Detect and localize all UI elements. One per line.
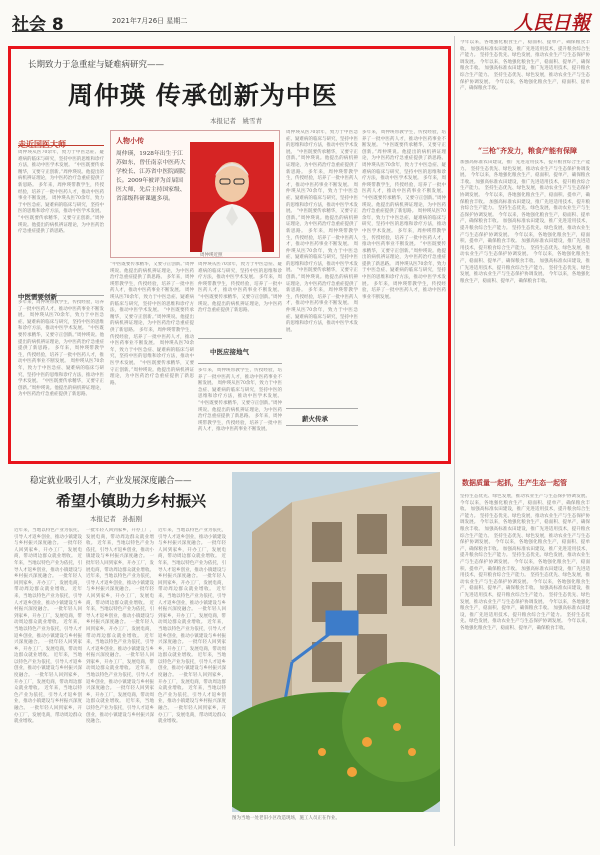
profile-label: 人物小传 — [116, 136, 144, 145]
right-head-1: “三枪”齐发力，粮食产能有保障 — [478, 146, 578, 155]
right-column-3: 坚持生态优先、绿色发展，推动农业生产与生态保护协调发展。 今年以来，各地强化粮食生产，稳面积、提单产，确保粮食丰收。 加强高标准农田建设，推广先进适用技术，提升粮食综合生产能力。 坚持生态优先、绿色发展，推动农业生产与生态保护协调发展。 今年以来，各地强化粮食生产，稳面积、提单产，确保粮食丰收。 加强高标准农田建设，推广先进适用技术，提升粮食综合生产能力。 坚持生态优先、绿色发展，推动农业生产与生态保护协调发展。 今年以来，各地强化粮食生产，稳面积、提单产，确保粮食丰收。 加强高标准农田建设，推广先进适用技术，提升粮食综合生产能力。 坚持生态优先、绿色发展，推动农业生产与生态保护协调发展。 今年以来，各地强化粮食生产，稳面积、提单产，确保粮食丰收。 加强高标准农田建设，推广先进适用技术，提升粮食综合生产能力。 坚持生态优先、绿色发展，推动农业生产与生态保护协调发展。 今年以来，各地强化粮食生产，稳面积、提单产，确保粮食丰收。 加强高标准农田建设，推广先进适用技术，提升粮食综合生产能力。 坚持生态优先、绿色发展，推动农业生产与生态保护协调发展。 今年以来，各地强化粮食生产，稳面积、提单产，确保粮食丰收。 加强高标准农田建设，推广先进适用技术，提升粮食综合生产能力。 坚持生态优先、绿色发展，推动农业生产与生态保护协调发展。 今年以来，各地强化粮食生产，稳面积、提单产，确保粮食丰收。 — [460, 494, 590, 631]
series-tag-label: 走近国医大师 — [18, 139, 66, 149]
second-column-3: 近年来，当地以特色产业为依托，引导人才返乡创业，推动小镇建设与乡村振兴深度融合。 一批年轻人回到家乡，开办工厂，发展电商，带动周边群众就业增收。 近年来，当地以特色产业为依托，引导人才返乡创业，推动小镇建设与乡村振兴深度融合。 一批年轻人回到家乡，开办工厂，发展电商，带动周边群众就业增收。 近年来，当地以特色产业为依托，引导人才返乡创业，推动小镇建设与乡村振兴深度融合。 一批年轻人回到家乡，开办工厂，发展电商，带动周边群众就业增收。 近年来，当地以特色产业为依托，引导人才返乡创业，推动小镇建设与乡村振兴深度融合。 一批年轻人回到家乡，开办工厂，发展电商，带动周边群众就业增收。 近年来，当地以特色产业为依托，引导人才返乡创业，推动小镇建设与乡村振兴深度融合。 一批年轻人回到家乡，开办工厂，发展电商，带动周边群众就业增收。 近年来，当地以特色产业为依托，引导人才返乡创业，推动小镇建设与乡村振兴深度融合。 一批年轻人回到家乡，开办工厂，发展电商，带动周边群众就业增收。 — [158, 528, 226, 725]
right-head-2: 数据质量一起抓，生产生态一起管 — [462, 478, 567, 487]
section-label: 社会 8 — [12, 15, 64, 35]
second-column-1: 近年来，当地以特色产业为依托，引导人才返乡创业，推动小镇建设与乡村振兴深度融合。 一批年轻人回到家乡，开办工厂，发展电商，带动周边群众就业增收。 近年来，当地以特色产业为依托，引导人才返乡创业，推动小镇建设与乡村振兴深度融合。 一批年轻人回到家乡，开办工厂，发展电商，带动周边群众就业增收。 近年来，当地以特色产业为依托，引导人才返乡创业，推动小镇建设与乡村振兴深度融合。 一批年轻人回到家乡，开办工厂，发展电商，带动周边群众就业增收。 近年来，当地以特色产业为依托，引导人才返乡创业，推动小镇建设与乡村振兴深度融合。 一批年轻人回到家乡，开办工厂，发展电商，带动周边群众就业增收。 近年来，当地以特色产业为依托，引导人才返乡创业，推动小镇建设与乡村振兴深度融合。 一批年轻人回到家乡，开办工厂，发展电商，带动周边群众就业增收。 近年来，当地以特色产业为依托，引导人才返乡创业，推动小镇建设与乡村振兴深度融合。 一批年轻人回到家乡，开办工厂，发展电商，带动周边群众就业增收。 — [14, 528, 82, 725]
lead-headline: 周仲瑛 传承创新为中医 — [68, 81, 338, 110]
lead-kicker: 长期致力于急重症与疑难病研究—— — [28, 60, 165, 70]
second-byline: 本报记者 孙振刚 — [90, 515, 142, 523]
renovation-photo — [232, 472, 440, 812]
second-column-2: 一批年轻人回到家乡，开办工厂，发展电商，带动周边群众就业增收。 近年来，当地以特色产业为依托，引导人才返乡创业，推动小镇建设与乡村振兴深度融合。 一批年轻人回到家乡，开办工厂，发展电商，带动周边群众就业增收。 近年来，当地以特色产业为依托，引导人才返乡创业，推动小镇建设与乡村振兴深度融合。 一批年轻人回到家乡，开办工厂，发展电商，带动周边群众就业增收。 近年来，当地以特色产业为依托，引导人才返乡创业，推动小镇建设与乡村振兴深度融合。 一批年轻人回到家乡，开办工厂，发展电商，带动周边群众就业增收。 近年来，当地以特色产业为依托，引导人才返乡创业，推动小镇建设与乡村振兴深度融合。 一批年轻人回到家乡，开办工厂，发展电商，带动周边群众就业增收。 近年来，当地以特色产业为依托，引导人才返乡创业，推动小镇建设与乡村振兴深度融合。 一批年轻人回到家乡，开办工厂，发展电商，带动周边群众就业增收。 近年来，当地以特色产业为依托，引导人才返乡创业，推动小镇建设与乡村振兴深度融合。 — [86, 528, 154, 725]
lead-column-3: 周仲瑛从医70余年，致力于中医急症、疑难病的临床与研究，坚持中医的思维和诊疗方法，推动中医学术发展。 多年来，周仲瑛带教学生，传授经验，培养了一批中医药人才，推动中医药事业不断发展。 “中医既要传承精华，又要守正创新。”周仲瑛说。他提出的病机辨证理论，为中医药治疗急重症提供了新思路。 — [198, 262, 282, 314]
series-tag — [18, 132, 104, 149]
subhead-2: 中医应接地气 — [210, 348, 249, 356]
subhead-box-3 — [286, 408, 358, 426]
subhead-box-2 — [198, 338, 282, 364]
second-kicker: 稳定就业吸引人才，产业发展深度融合—— — [30, 476, 192, 486]
lead-column-2: “中医既要传承精华，又要守正创新。”周仲瑛说。他提出的病机辨证理论，为中医药治疗急重症提供了新思路。 多年来，周仲瑛带教学生，传授经验，培养了一批中医药人才，推动中医药事业不断发展。 周仲瑛从医70余年，致力于中医急症、疑难病的临床与研究，坚持中医的思维和诊疗方法，推动中医学术发展。 “中医既要传承精华，又要守正创新。”周仲瑛说。他提出的病机辨证理论，为中医药治疗急重症提供了新思路。 多年来，周仲瑛带教学生，传授经验，培养了一批中医药人才，推动中医药事业不断发展。 周仲瑛从医70余年，致力于中医急症、疑难病的临床与研究，坚持中医的思维和诊疗方法，推动中医学术发展。 “中医既要传承精华，又要守正创新。”周仲瑛说。他提出的病机辨证理论，为中医药治疗急重症提供了新思路。 — [110, 262, 194, 386]
page-masthead — [12, 10, 590, 35]
subhead-1: 中医需要创新 — [18, 293, 57, 301]
lead-column-3b: 多年来，周仲瑛带教学生，传授经验，培养了一批中医药人才，推动中医药事业不断发展。 周仲瑛从医70余年，致力于中医急症、疑难病的临床与研究，坚持中医的思维和诊疗方法，推动中医学术发展。 “中医既要传承精华，又要守正创新。”周仲瑛说。他提出的病机辨证理论，为中医药治疗急重症提供了新思路。 多年来，周仲瑛带教学生，传授经验，培养了一批中医药人才，推动中医药事业不断发展。 — [198, 368, 282, 433]
subhead-box-1 — [18, 284, 104, 301]
profile-text: 周仲瑛，1928年出生于江苏如东，曾任南京中医药大学校长、江苏省中医院副院长。2009年被评为首届国医大师，先后主持国家级、省部级科研课题多项。 — [116, 151, 186, 202]
second-headline: 希望小镇助力乡村振兴 — [56, 492, 207, 510]
newspaper-logo: 人民日報 — [513, 12, 590, 34]
photo-caption-bottom: 图为当地一处老旧小区改造现场，施工人员正在作业。 — [232, 816, 340, 821]
lead-column-1b: 多年来，周仲瑛带教学生，传授经验，培养了一批中医药人才，推动中医药事业不断发展。 周仲瑛从医70余年，致力于中医急症、疑难病的临床与研究，坚持中医的思维和诊疗方法，推动中医学术发展。 “中医既要传承精华，又要守正创新。”周仲瑛说。他提出的病机辨证理论，为中医药治疗急重症提供了新思路。 多年来，周仲瑛带教学生，传授经验，培养了一批中医药人才，推动中医药事业不断发展。 周仲瑛从医70余年，致力于中医急症、疑难病的临床与研究，坚持中医的思维和诊疗方法，推动中医学术发展。 “中医既要传承精华，又要守正创新。”周仲瑛说。他提出的病机辨证理论，为中医药治疗急重症提供了新思路。 — [18, 300, 104, 398]
right-column-divider — [454, 36, 455, 846]
photo-caption: 周仲瑛近照 — [200, 253, 223, 258]
lead-column-1: 周仲瑛从医70余年，致力于中医急症、疑难病的临床与研究，坚持中医的思维和诊疗方法，推动中医学术发展。 “中医既要传承精华，又要守正创新。”周仲瑛说。他提出的病机辨证理论，为中医药治疗急重症提供了新思路。 多年来，周仲瑛带教学生，传授经验，培养了一批中医药人才，推动中医药事业不断发展。 周仲瑛从医70余年，致力于中医急症、疑难病的临床与研究，坚持中医的思维和诊疗方法，推动中医学术发展。 “中医既要传承精华，又要守正创新。”周仲瑛说。他提出的病机辨证理论，为中医药治疗急重症提供了新思路。 — [18, 150, 104, 235]
right-column-2: 加强高标准农田建设，推广先进适用技术，提升粮食综合生产能力。 坚持生态优先、绿色发展，推动农业生产与生态保护协调发展。 今年以来，各地强化粮食生产，稳面积、提单产，确保粮食丰收。 加强高标准农田建设，推广先进适用技术，提升粮食综合生产能力。 坚持生态优先、绿色发展，推动农业生产与生态保护协调发展。 今年以来，各地强化粮食生产，稳面积、提单产，确保粮食丰收。 加强高标准农田建设，推广先进适用技术，提升粮食综合生产能力。 坚持生态优先、绿色发展，推动农业生产与生态保护协调发展。 今年以来，各地强化粮食生产，稳面积、提单产，确保粮食丰收。 加强高标准农田建设，推广先进适用技术，提升粮食综合生产能力。 坚持生态优先、绿色发展，推动农业生产与生态保护协调发展。 今年以来，各地强化粮食生产，稳面积、提单产，确保粮食丰收。 加强高标准农田建设，推广先进适用技术，提升粮食综合生产能力。 坚持生态优先、绿色发展，推动农业生产与生态保护协调发展。 今年以来，各地强化粮食生产，稳面积、提单产，确保粮食丰收。 加强高标准农田建设，推广先进适用技术，提升粮食综合生产能力。 坚持生态优先、绿色发展，推动农业生产与生态保护协调发展。 今年以来，各地强化粮食生产，稳面积、提单产，确保粮食丰收。 — [460, 160, 590, 284]
subhead-3: 薪火传承 — [302, 415, 328, 423]
lead-column-5: 多年来，周仲瑛带教学生，传授经验，培养了一批中医药人才，推动中医药事业不断发展。 “中医既要传承精华，又要守正创新。”周仲瑛说。他提出的病机辨证理论，为中医药治疗急重症提供了新思路。 周仲瑛从医70余年，致力于中医急症、疑难病的临床与研究，坚持中医的思维和诊疗方法，推动中医学术发展。 多年来，周仲瑛带教学生，传授经验，培养了一批中医药人才，推动中医药事业不断发展。 “中医既要传承精华，又要守正创新。”周仲瑛说。他提出的病机辨证理论，为中医药治疗急重症提供了新思路。 周仲瑛从医70余年，致力于中医急症、疑难病的临床与研究，坚持中医的思维和诊疗方法，推动中医学术发展。 多年来，周仲瑛带教学生，传授经验，培养了一批中医药人才，推动中医药事业不断发展。 “中医既要传承精华，又要守正创新。”周仲瑛说。他提出的病机辨证理论，为中医药治疗急重症提供了新思路。 周仲瑛从医70余年，致力于中医急症、疑难病的临床与研究，坚持中医的思维和诊疗方法，推动中医学术发展。 多年来，周仲瑛带教学生，传授经验，培养了一批中医药人才，推动中医药事业不断发展。 — [362, 130, 446, 300]
portrait-photo — [190, 142, 274, 252]
issue-date: 2021年7月26日 星期二 — [112, 17, 188, 25]
right-column-1: 今年以来，各地强化粮食生产，稳面积、提单产，确保粮食丰收。 加强高标准农田建设，推广先进适用技术，提升粮食综合生产能力。 坚持生态优先、绿色发展，推动农业生产与生态保护协调发展。 今年以来，各地强化粮食生产，稳面积、提单产，确保粮食丰收。 加强高标准农田建设，推广先进适用技术，提升粮食综合生产能力。 坚持生态优先、绿色发展，推动农业生产与生态保护协调发展。 今年以来，各地强化粮食生产，稳面积、提单产，确保粮食丰收。 — [460, 40, 590, 92]
lead-column-4: 周仲瑛从医70余年，致力于中医急症、疑难病的临床与研究，坚持中医的思维和诊疗方法，推动中医学术发展。 “中医既要传承精华，又要守正创新。”周仲瑛说。他提出的病机辨证理论，为中医药治疗急重症提供了新思路。 多年来，周仲瑛带教学生，传授经验，培养了一批中医药人才，推动中医药事业不断发展。 周仲瑛从医70余年，致力于中医急症、疑难病的临床与研究，坚持中医的思维和诊疗方法，推动中医学术发展。 “中医既要传承精华，又要守正创新。”周仲瑛说。他提出的病机辨证理论，为中医药治疗急重症提供了新思路。 多年来，周仲瑛带教学生，传授经验，培养了一批中医药人才，推动中医药事业不断发展。 周仲瑛从医70余年，致力于中医急症、疑难病的临床与研究，坚持中医的思维和诊疗方法，推动中医学术发展。 “中医既要传承精华，又要守正创新。”周仲瑛说。他提出的病机辨证理论，为中医药治疗急重症提供了新思路。 多年来，周仲瑛带教学生，传授经验，培养了一批中医药人才，推动中医药事业不断发展。 周仲瑛从医70余年，致力于中医急症、疑难病的临床与研究，坚持中医的思维和诊疗方法，推动中医学术发展。 — [286, 130, 358, 333]
lead-byline: 本报记者 姚雪青 — [210, 117, 262, 125]
